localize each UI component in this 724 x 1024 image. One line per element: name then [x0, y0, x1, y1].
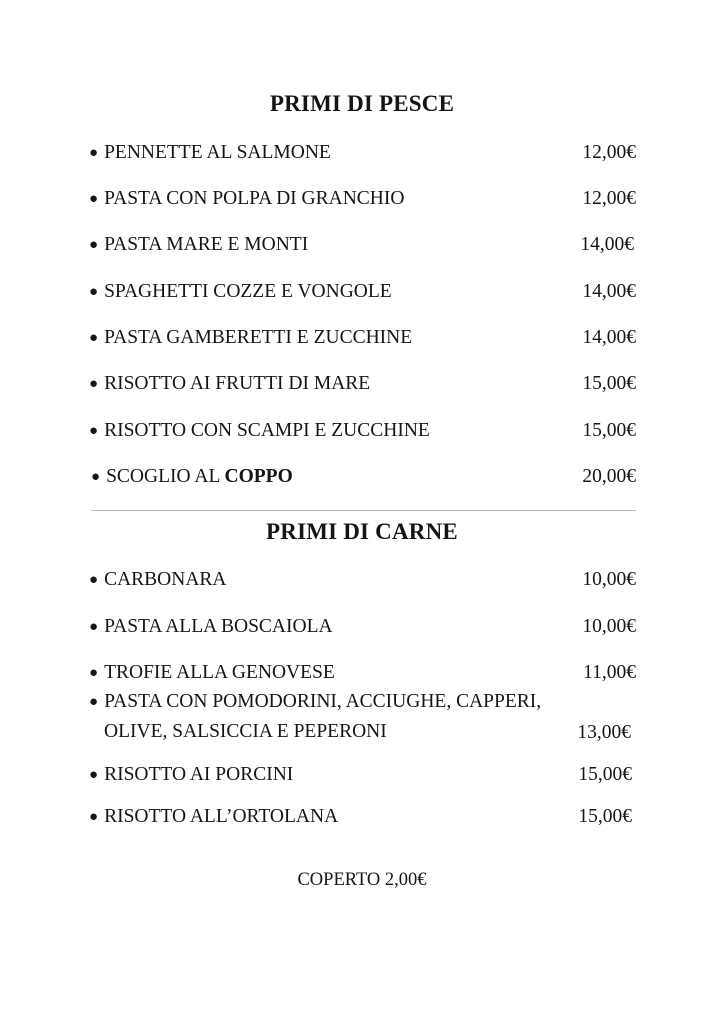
menu-item: [89, 805, 338, 830]
bullet-icon: ●: [91, 469, 101, 485]
menu-item: [89, 690, 541, 715]
item-name: RISOTTO AI FRUTTI DI MARE: [104, 373, 371, 394]
bullet-icon: ●: [89, 572, 99, 588]
menu-item: [89, 280, 392, 305]
item-price: 15,00€: [578, 806, 632, 827]
item-name: CARBONARA: [104, 569, 227, 590]
menu-item: [89, 615, 333, 640]
menu-item: [89, 372, 370, 397]
menu-item: [89, 233, 308, 258]
menu-item: [89, 763, 293, 788]
item-name: RISOTTO ALL’ORTOLANA: [104, 806, 339, 827]
menu-item: [89, 661, 335, 686]
bullet-icon: ●: [89, 284, 99, 300]
bullet-icon: ●: [89, 237, 99, 253]
menu-item-continuation: [104, 720, 387, 744]
item-price: 11,00€: [583, 662, 636, 683]
menu-item: [89, 187, 404, 212]
item-name-line1: PASTA CON POMODORINI, ACCIUGHE, CAPPERI,: [104, 691, 542, 712]
menu-item: [89, 141, 331, 166]
item-name: SCOGLIO AL: [106, 466, 225, 487]
menu-item: [89, 419, 430, 444]
item-name: PASTA CON POLPA DI GRANCHIO: [104, 188, 405, 209]
item-price: 14,00€: [582, 281, 636, 302]
item-price: 15,00€: [582, 420, 636, 441]
bullet-icon: ●: [89, 330, 99, 346]
item-price: 12,00€: [582, 142, 636, 163]
item-price: 14,00€: [580, 234, 634, 255]
bullet-icon: ●: [89, 191, 99, 207]
bullet-icon: ●: [89, 694, 99, 710]
section-divider: [91, 510, 636, 511]
section-title-carne: PRIMI DI CARNE: [266, 519, 458, 544]
bullet-icon: ●: [89, 767, 99, 783]
menu-item: [89, 326, 412, 351]
item-name: SPAGHETTI COZZE E VONGOLE: [104, 281, 392, 302]
bullet-icon: ●: [89, 665, 99, 681]
item-price: 13,00€: [577, 722, 631, 743]
bullet-icon: ●: [89, 376, 99, 392]
item-price: 14,00€: [582, 327, 636, 348]
item-name: RISOTTO AI PORCINI: [104, 764, 294, 785]
section-title-pesce: PRIMI DI PESCE: [269, 91, 455, 116]
item-price: 12,00€: [582, 188, 636, 209]
bullet-icon: ●: [89, 423, 99, 439]
item-name: PASTA ALLA BOSCAIOLA: [104, 616, 333, 637]
bullet-icon: ●: [89, 145, 99, 161]
item-name-brand: COPPO: [224, 466, 293, 487]
item-name: PASTA GAMBERETTI E ZUCCHINE: [104, 327, 413, 348]
menu-item: [91, 465, 293, 490]
item-price: 15,00€: [578, 764, 632, 785]
item-price: 20,00€: [582, 466, 636, 487]
bullet-icon: ●: [89, 619, 99, 635]
bullet-icon: ●: [89, 809, 99, 825]
item-name: PASTA MARE E MONTI: [104, 234, 309, 255]
coperto-note: COPERTO 2,00€: [297, 870, 427, 890]
item-price: 15,00€: [582, 373, 636, 394]
menu-item: [89, 568, 227, 593]
item-price: 10,00€: [582, 569, 636, 590]
item-price: 10,00€: [582, 616, 636, 637]
item-name: PENNETTE AL SALMONE: [104, 142, 331, 163]
item-name-line2: OLIVE, SALSICCIA E PEPERONI: [104, 721, 387, 742]
item-name: RISOTTO CON SCAMPI E ZUCCHINE: [104, 420, 430, 441]
item-name: TROFIE ALLA GENOVESE: [104, 662, 335, 683]
